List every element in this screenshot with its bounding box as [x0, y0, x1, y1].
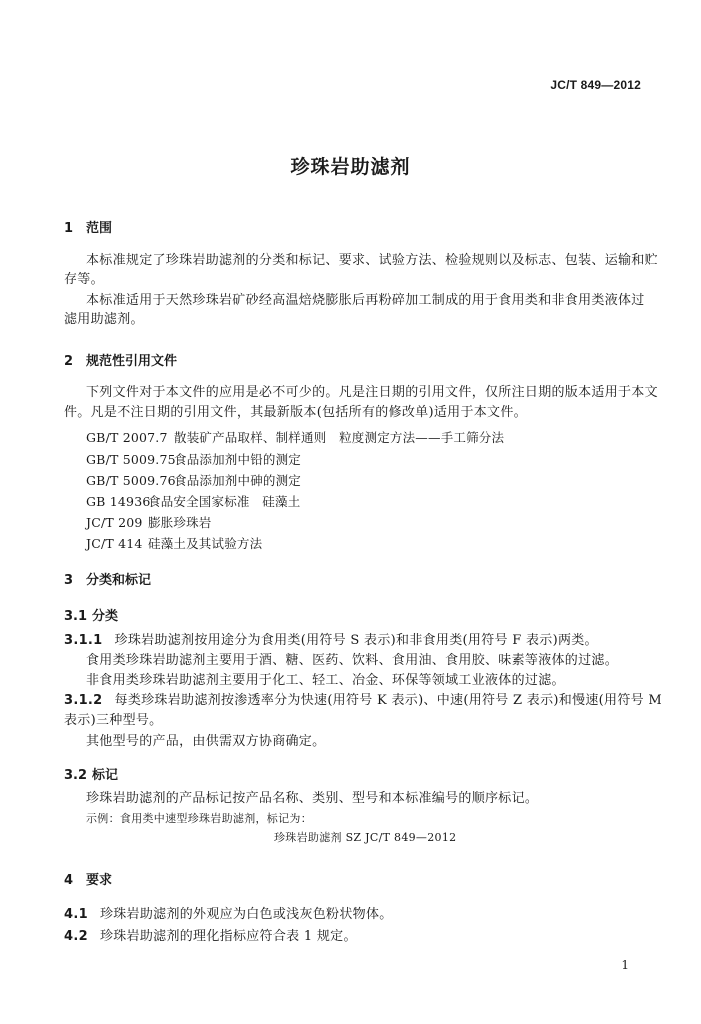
clause-number: 3.1.2 — [64, 693, 103, 708]
reference-title: 硅藻土及其试验方法 — [148, 536, 263, 551]
reference-code: JC/T 209 — [86, 515, 143, 530]
clause-3-1-1 — [64, 632, 598, 650]
section-number: 2 — [64, 354, 74, 369]
section-title: 分类和标记 — [86, 573, 152, 588]
subsection-3-1-heading — [64, 605, 118, 624]
clause-number: 4.1 — [64, 907, 88, 922]
section-3-heading — [64, 569, 151, 588]
scope-para2-line1: 本标准适用于天然珍珠岩矿砂经高温焙烧膨胀后再粉碎加工制成的用于食用类和非食用类液体过 — [86, 293, 645, 308]
reference-title: 食品安全国家标准 硅藻土 — [148, 494, 301, 509]
reference-code: JC/T 414 — [86, 536, 143, 551]
reference-title: 膨胀珍珠岩 — [148, 515, 212, 530]
scope-para2-line2: 滤用助滤剂。 — [64, 312, 144, 327]
clause-text: 珍珠岩助滤剂的理化指标应符合表 1 规定。 — [99, 929, 357, 944]
reference-item — [86, 534, 262, 552]
reference-code: GB/T 5009.75 — [86, 452, 176, 467]
clause-text: 珍珠岩助滤剂按用途分为食用类(用符号 S 表示)和非食用类(用符号 F 表示)两类。 — [114, 633, 598, 648]
clause-3-1-2-line3: 其他型号的产品，由供需双方协商确定。 — [86, 734, 326, 749]
clause-4-2 — [64, 928, 357, 946]
section-title: 规范性引用文件 — [86, 354, 178, 369]
scope-para1-line2: 存等。 — [64, 272, 104, 287]
subsection-title: 标记 — [92, 768, 119, 783]
reference-title: 散装矿产品取样、制样通则 粒度测定方法——手工筛分法 — [174, 430, 505, 445]
page-number: 1 — [621, 958, 629, 972]
section-number: 4 — [64, 873, 74, 888]
clause-number: 3.1.1 — [64, 633, 103, 648]
reference-code: GB/T 2007.7 — [86, 430, 168, 445]
reference-item — [86, 450, 301, 468]
standard-code: JC/T 849—2012 — [550, 78, 641, 92]
section-2-heading — [64, 350, 177, 369]
subsection-title: 分类 — [92, 609, 119, 624]
refs-intro-line1: 下列文件对于本文件的应用是必不可少的。凡是注日期的引用文件，仅所注日期的版本适用于本文 — [86, 385, 658, 400]
reference-item — [86, 513, 212, 531]
clause-4-1 — [64, 906, 393, 924]
section-number: 1 — [64, 221, 74, 236]
clause-3-1-1-line2: 食用类珍珠岩助滤剂主要用于酒、糖、医药、饮料、食用油、食用胶、味素等液体的过滤。 — [86, 653, 619, 668]
marking-example: 珍珠岩助滤剂 SZ JC/T 849—2012 — [274, 831, 457, 844]
section-title: 要求 — [86, 873, 113, 888]
reference-title: 食品添加剂中砷的测定 — [174, 473, 302, 488]
reference-code: GB 14936 — [86, 494, 151, 509]
reference-item — [86, 492, 300, 510]
section-1-heading — [64, 217, 112, 236]
refs-intro-line2: 件。凡是不注日期的引用文件，其最新版本(包括所有的修改单)适用于本文件。 — [64, 405, 527, 420]
subsection-number: 3.2 — [64, 768, 88, 783]
reference-item — [86, 428, 504, 446]
clause-text: 每类珍珠岩助滤剂按渗透率分为快速(用符号 K 表示)、中速(用符号 Z 表示)和慢速(用符号 M — [114, 693, 662, 708]
marking-text: 珍珠岩助滤剂的产品标记按产品名称、类别、型号和本标准编号的顺序标记。 — [86, 791, 539, 806]
clause-3-1-1-line3: 非食用类珍珠岩助滤剂主要用于化工、轻工、冶金、环保等领域工业液体的过滤。 — [86, 673, 565, 688]
section-4-heading — [64, 869, 112, 888]
marking-example-label: 示例：食用类中速型珍珠岩助滤剂，标记为： — [86, 812, 312, 825]
clause-text: 珍珠岩助滤剂的外观应为白色或浅灰色粉状物体。 — [99, 907, 393, 922]
clause-number: 4.2 — [64, 929, 88, 944]
scope-para1-line1: 本标准规定了珍珠岩助滤剂的分类和标记、要求、试验方法、检验规则以及标志、包装、运输和贮 — [86, 253, 658, 268]
clause-3-1-2-line2: 表示)三种型号。 — [64, 713, 163, 728]
section-title: 范围 — [86, 221, 113, 236]
subsection-3-2-heading — [64, 764, 118, 783]
subsection-number: 3.1 — [64, 609, 88, 624]
clause-3-1-2 — [64, 692, 662, 710]
document-title: 珍珠岩助滤剂 — [290, 156, 411, 178]
reference-title: 食品添加剂中铅的测定 — [174, 452, 302, 467]
reference-code: GB/T 5009.76 — [86, 473, 176, 488]
reference-item — [86, 471, 301, 489]
section-number: 3 — [64, 573, 74, 588]
